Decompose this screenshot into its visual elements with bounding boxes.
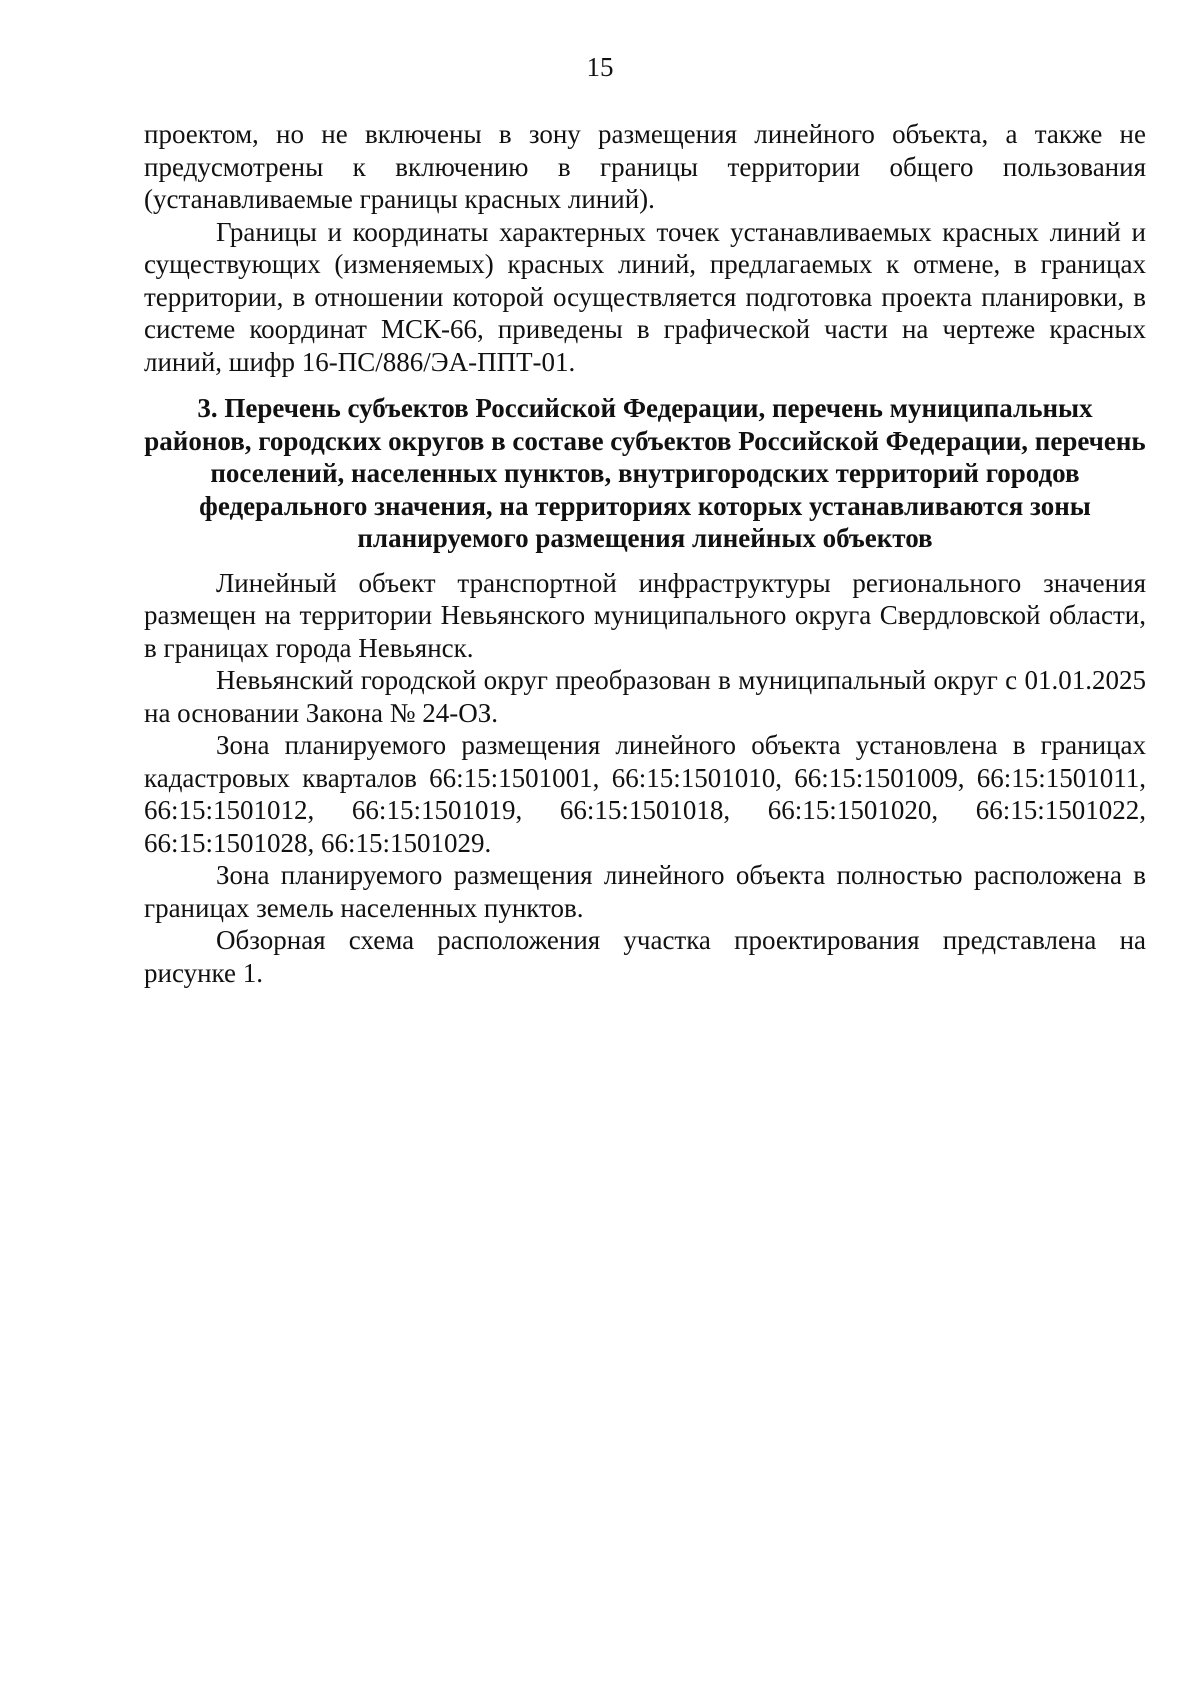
page-number: 15 [586,52,614,82]
paragraph-red-lines-coordinates: Границы и координаты характерных точек устанавливаемых красных линий и существующих (изменяемых) красных линий, предлагаемых к отмене, в границах территории, в отношении которой осуществляется подготовка проекта планировки, в системе координат МСК-66, приведены в графической части на чертеже красных линий, шифр 16-ПС/886/ЭА-ППТ-01. [144,216,1146,377]
page-content [144,118,1146,989]
paragraph-linear-object-location: Линейный объект транспортной инфраструктуры регионального значения размещен на территории Невьянского муниципального округа Свердловской области, в границах города Невьянск. [144,567,1146,663]
section-heading: 3. Перечень субъектов Российской Федерации, перечень муниципальных районов, городских округов в составе субъектов Российской Федерации, перечень поселений, населенных пунктов, внутригородских территорий городов федерального значения, на территориях которых устанавливаются зоны планируемого размещения линейных объектов [144,393,1146,553]
paragraph-land-category: Зона планируемого размещения линейного объекта полностью расположена в границах земель населенных пунктов. [144,860,1146,923]
paragraph-municipal-transformation: Невьянский городской округ преобразован в муниципальный округ с 01.01.2025 на основании Закона № 24-ОЗ. [144,665,1146,728]
paragraph-cadastral-quarters: Зона планируемого размещения линейного объекта установлена в границах кадастровых кварталов 66:15:1501001, 66:15:1501010, 66:15:1501009, 66:15:1501011, 66:15:1501012, 66:15:1501019, 66:15:1501018, 66:15:1501020, 66:15:1501022, 66:15:1501028, 66:15:1501029. [144,730,1146,858]
paragraph-overview-scheme: Обзорная схема расположения участка проектирования представлена на рисунке 1. [144,925,1146,988]
paragraph-continuation: проектом, но не включены в зону размещения линейного объекта, а также не предусмотрены к включению в границы территории общего пользования (устанавливаемые границы красных линий). [144,119,1146,214]
